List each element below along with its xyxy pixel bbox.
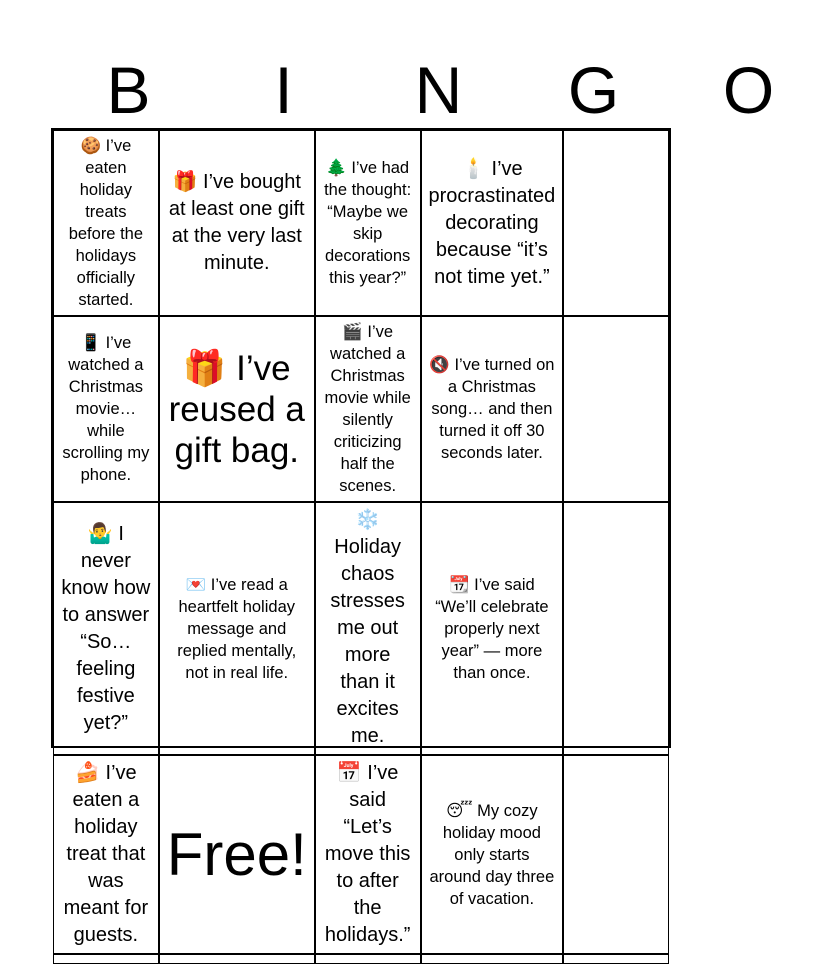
bingo-cell[interactable]	[53, 130, 159, 316]
bingo-cell-text: ❄️ Holiday chaos stresses me out more than it excites me.	[330, 509, 405, 747]
bingo-cell[interactable]	[315, 755, 421, 954]
bingo-cell[interactable]	[421, 130, 564, 316]
bingo-cell-text: 🎬 I’ve watched a Christmas movie while silently criticizing half the scenes.	[324, 323, 411, 495]
bingo-cell[interactable]	[315, 130, 421, 316]
bingo-cell-text: 📱 I’ve watched a Christmas movie… while scrolling my phone.	[62, 334, 150, 484]
header-letter-g: G	[567, 53, 620, 127]
bingo-cell-text: 📅 I’ve said “Let’s move this to after the holidays.”	[324, 762, 411, 946]
bingo-cell[interactable]	[53, 316, 159, 502]
bingo-cell[interactable]	[563, 130, 669, 316]
bingo-cell[interactable]	[159, 130, 315, 316]
bingo-cell[interactable]	[159, 954, 315, 964]
bingo-cell[interactable]	[315, 316, 421, 502]
bingo-cell[interactable]	[563, 316, 669, 502]
bingo-grid	[51, 128, 671, 946]
bingo-cell-text: 🎁 I’ve bought at least one gift at the very last minute.	[168, 171, 305, 274]
header-letter-n: N	[414, 53, 463, 127]
bingo-cell[interactable]	[159, 316, 315, 502]
bingo-cell[interactable]	[159, 502, 315, 755]
bingo-cell[interactable]	[315, 954, 421, 964]
header-letter-b: B	[106, 53, 151, 127]
bingo-cell-text: 🎁 I’ve reused a gift bag.	[168, 348, 305, 470]
bingo-cell[interactable]	[421, 502, 564, 755]
bingo-cell[interactable]	[53, 502, 159, 755]
bingo-cell[interactable]	[563, 502, 669, 755]
bingo-cell-text: 🍰 I’ve eaten a holiday treat that was meant for guests.	[63, 762, 149, 946]
bingo-cell-text: 🍪 I’ve eaten holiday treats before the holidays officially started.	[68, 137, 144, 309]
bingo-cell[interactable]	[421, 954, 564, 964]
bingo-cell-text: 📆 I’ve said “We’ll celebrate properly next year” — more than once.	[435, 575, 549, 682]
bingo-cell-text: 🤷‍♂️ I never know how to answer “So… feeling festive yet?”	[61, 522, 151, 734]
header-letter-i: I	[274, 53, 293, 127]
bingo-header	[51, 53, 775, 127]
bingo-cell-text: Free!	[166, 820, 307, 888]
bingo-cell[interactable]	[53, 954, 159, 964]
bingo-cell-text: 💌 I’ve read a heartfelt holiday message and replied mentally, not in real life.	[177, 575, 297, 682]
bingo-cell[interactable]	[53, 755, 159, 954]
bingo-cell[interactable]	[563, 954, 669, 964]
free-space-cell[interactable]	[159, 755, 315, 954]
bingo-cell[interactable]	[421, 316, 564, 502]
bingo-cell[interactable]	[315, 502, 421, 755]
bingo-cell-text: 🌲 I’ve had the thought: “Maybe we skip decorations this year?”	[324, 159, 412, 287]
bingo-cell-text: 😴 My cozy holiday mood only starts around day three of vacation.	[429, 801, 555, 908]
bingo-cell[interactable]	[421, 755, 564, 954]
header-letter-o: O	[722, 53, 775, 127]
bingo-cell[interactable]	[563, 755, 669, 954]
bingo-cell-text: 🔇 I’ve turned on a Christmas song… and then turned it off 30 seconds later.	[429, 356, 555, 462]
bingo-cell-text: 🕯️ I’ve procrastinated decorating because “it’s not time yet.”	[428, 157, 556, 288]
